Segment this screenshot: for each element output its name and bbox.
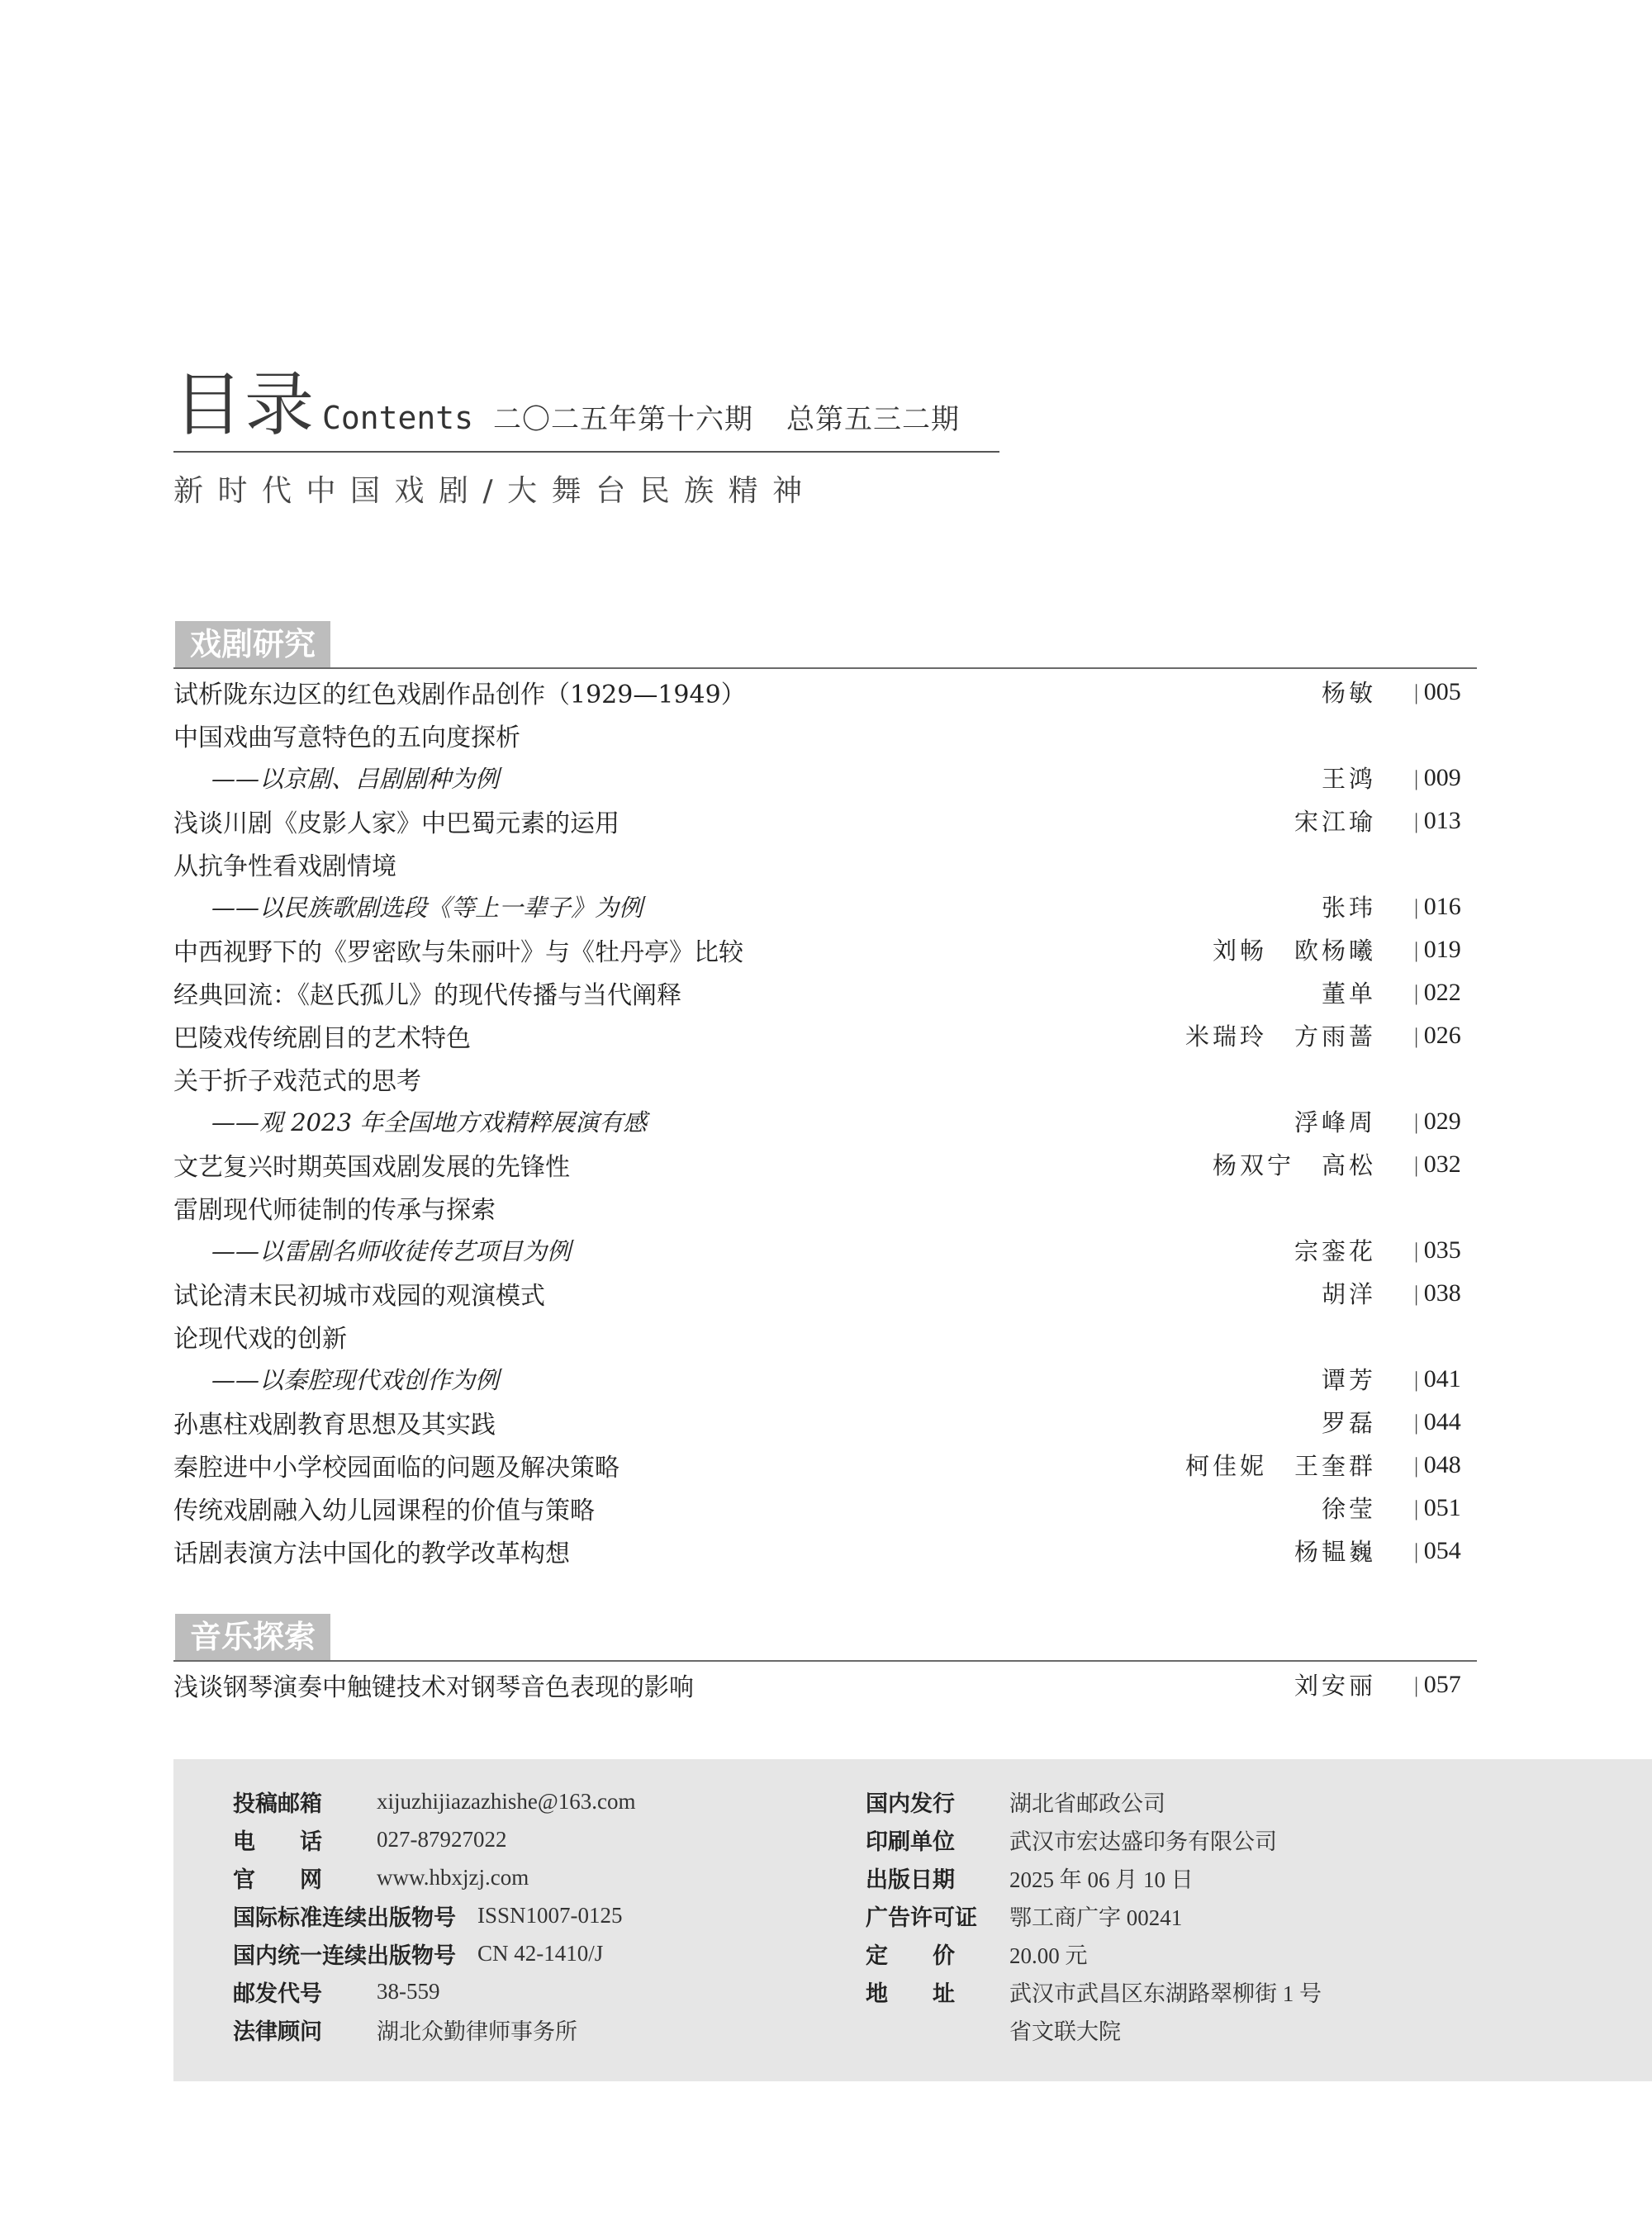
magazine-slogan: 新时代中国戏剧/大舞台民族精神 <box>173 474 817 508</box>
section-divider <box>173 1660 1477 1662</box>
toc-entry[interactable] <box>173 1186 1477 1229</box>
entry-author: 米瑞玲 方雨蔷 <box>1184 1022 1376 1051</box>
entry-title: 中西视野下的《罗密欧与朱丽叶》与《牡丹亭》比较 <box>173 937 743 967</box>
info-row <box>866 2010 1322 2048</box>
entry-page: | 051 <box>1414 1494 1477 1522</box>
toc-entry[interactable] <box>173 971 1477 1014</box>
toc-entry[interactable] <box>173 1057 1477 1100</box>
entry-author: 张玮 <box>1321 894 1376 922</box>
ad-license: 鄂工商广字 00241 <box>1009 1905 1183 1930</box>
toc-entry[interactable] <box>173 1444 1477 1487</box>
toc-entry[interactable] <box>173 1143 1477 1186</box>
entry-page: | 022 <box>1414 979 1477 1007</box>
info-row <box>866 1896 1322 1934</box>
section-label: 音乐探索 <box>175 1614 330 1660</box>
toc-entry-subtitle[interactable] <box>173 1358 1477 1401</box>
info-label: 邮发代号 <box>233 1981 322 2007</box>
entry-subtitle: ——以雷剧名师收徒传艺项目为例 <box>211 1237 572 1265</box>
entry-title: 试析陇东边区的红色戏剧作品创作（1929—1949） <box>173 680 746 709</box>
entry-page: | 032 <box>1414 1150 1477 1179</box>
entry-title: 话剧表演方法中国化的教学改革构想 <box>173 1539 570 1568</box>
entry-title: 中国戏曲写意特色的五向度探析 <box>173 723 520 752</box>
info-row <box>233 2010 636 2048</box>
entry-page: | 048 <box>1414 1451 1477 1479</box>
entry-page: | 019 <box>1414 936 1477 964</box>
toc-entry[interactable] <box>173 799 1477 842</box>
toc-entry[interactable] <box>173 928 1477 971</box>
toc-list <box>173 671 1477 1573</box>
address: 武汉市武昌区东湖路翠柳街 1 号 <box>1009 1981 1322 2006</box>
entry-title: 巴陵戏传统剧目的艺术特色 <box>173 1023 471 1053</box>
toc-header <box>173 364 999 510</box>
entry-author: 杨双宁 高松 <box>1212 1151 1376 1179</box>
entry-author: 宗銮花 <box>1294 1237 1376 1265</box>
entry-page: | 035 <box>1414 1236 1477 1264</box>
info-row <box>233 1782 636 1820</box>
info-label: 官 网 <box>233 1867 322 1893</box>
entry-subtitle: ——以民族歌剧选段《等上一辈子》为例 <box>211 894 643 922</box>
entry-author: 杨敏 <box>1321 679 1376 707</box>
issue-number: 二〇二五年第十六期 <box>493 403 754 436</box>
section-drama-research <box>173 621 1477 1573</box>
info-label: 定 价 <box>866 1943 955 1969</box>
info-row <box>866 1934 1322 1972</box>
publication-info-box <box>173 1759 1652 2081</box>
publication-info-right <box>866 1782 1322 2048</box>
issn-number: ISSN1007-0125 <box>477 1902 623 1928</box>
website-link[interactable]: www.hbxjzj.com <box>377 1864 529 1890</box>
entry-title: 浅谈钢琴演奏中触键技术对钢琴音色表现的影响 <box>173 1672 694 1702</box>
info-label: 法律顾问 <box>233 2019 322 2045</box>
toc-entry[interactable] <box>173 1315 1477 1358</box>
info-row <box>866 1972 1322 2010</box>
entry-page: | 009 <box>1414 764 1477 792</box>
entry-subtitle: ——以京剧、吕剧剧种为例 <box>211 765 500 793</box>
entry-title: 论现代戏的创新 <box>173 1324 347 1354</box>
info-label: 国内发行 <box>866 1791 955 1817</box>
postal-code: 38-559 <box>377 1978 440 2004</box>
entry-page: | 026 <box>1414 1022 1477 1050</box>
phone-number: 027-87927022 <box>377 1826 507 1852</box>
entry-author: 罗磊 <box>1321 1409 1376 1437</box>
info-row <box>866 1858 1322 1896</box>
entry-author: 杨韫巍 <box>1294 1538 1376 1566</box>
entry-page: | 044 <box>1414 1408 1477 1436</box>
info-row <box>233 1934 636 1972</box>
toc-entry-subtitle[interactable] <box>173 885 1477 928</box>
toc-entry-subtitle[interactable] <box>173 1229 1477 1272</box>
info-row <box>233 1820 636 1858</box>
entry-title: 从抗争性看戏剧情境 <box>173 852 396 881</box>
section-label: 戏剧研究 <box>175 621 330 667</box>
entry-title: 秦腔进中小学校园面临的问题及解决策略 <box>173 1453 620 1483</box>
entry-author: 宋江瑜 <box>1294 808 1376 836</box>
cn-number: CN 42-1410/J <box>477 1940 604 1966</box>
entry-title: 关于折子戏范式的思考 <box>173 1066 421 1096</box>
toc-entry[interactable] <box>173 671 1477 714</box>
entry-page: | 013 <box>1414 807 1477 835</box>
entry-title: 传统戏剧融入幼儿园课程的价值与策略 <box>173 1496 595 1525</box>
info-label: 广告许可证 <box>866 1905 977 1931</box>
publication-date: 2025 年 06 月 10 日 <box>1009 1867 1194 1892</box>
total-issue-number: 总第五三二期 <box>786 403 961 436</box>
info-label: 电 话 <box>233 1829 322 1855</box>
entry-page: | 038 <box>1414 1279 1477 1307</box>
info-row <box>233 1972 636 2010</box>
entry-page: | 054 <box>1414 1537 1477 1565</box>
entry-page: | 016 <box>1414 893 1477 921</box>
header-divider <box>173 451 999 453</box>
toc-entry[interactable] <box>173 1272 1477 1315</box>
entry-title: 雷剧现代师徒制的传承与探索 <box>173 1195 496 1225</box>
info-label: 投稿邮箱 <box>233 1791 322 1817</box>
entry-subtitle: ——以秦腔现代戏创作为例 <box>211 1366 500 1394</box>
section-music-exploration <box>173 1614 1477 1706</box>
toc-entry[interactable] <box>173 714 1477 757</box>
legal-advisor: 湖北众勤律师事务所 <box>377 2019 577 2044</box>
toc-entry-subtitle[interactable] <box>173 1100 1477 1143</box>
info-label: 印刷单位 <box>866 1829 955 1855</box>
info-label: 国际标准连续出版物号 <box>233 1905 456 1931</box>
toc-entry-subtitle[interactable] <box>173 757 1477 799</box>
entry-author: 柯佳妮 王奎群 <box>1184 1452 1376 1480</box>
entry-author: 王鸿 <box>1321 765 1376 793</box>
entry-author: 刘畅 欧杨曦 <box>1212 937 1376 965</box>
entry-title: 经典回流：《赵氏孤儿》的现代传播与当代阐释 <box>173 980 681 1010</box>
submission-email[interactable]: xijuzhijiazazhishe@163.com <box>377 1788 636 1814</box>
page-title: 目录 <box>173 364 316 445</box>
toc-entry[interactable] <box>173 1014 1477 1057</box>
entry-subtitle: ——观 2023 年全国地方戏精粹展演有感 <box>211 1108 648 1136</box>
info-label: 出版日期 <box>866 1867 955 1893</box>
entry-title: 文艺复兴时期英国戏剧发展的先锋性 <box>173 1152 570 1182</box>
info-row <box>866 1782 1322 1820</box>
info-label: 国内统一连续出版物号 <box>233 1943 456 1969</box>
entry-author: 谭芳 <box>1321 1366 1376 1394</box>
section-divider <box>173 667 1477 669</box>
toc-entry[interactable] <box>173 1530 1477 1573</box>
address-line-2: 省文联大院 <box>1009 2019 1121 2044</box>
entry-author: 胡洋 <box>1321 1280 1376 1308</box>
info-row <box>233 1858 636 1896</box>
toc-entry[interactable] <box>173 1487 1477 1530</box>
entry-page: | 041 <box>1414 1365 1477 1393</box>
printing-company: 武汉市宏达盛印务有限公司 <box>1009 1829 1277 1854</box>
info-row <box>233 1896 636 1934</box>
toc-list <box>173 1663 1477 1706</box>
entry-page: | 057 <box>1414 1671 1477 1699</box>
entry-author: 董单 <box>1321 980 1376 1008</box>
toc-entry[interactable] <box>173 1663 1477 1706</box>
entry-title: 孙惠柱戏剧教育思想及其实践 <box>173 1410 496 1440</box>
entry-author: 徐莹 <box>1321 1495 1376 1523</box>
toc-entry[interactable] <box>173 842 1477 885</box>
page-title-english: Contents <box>322 400 474 436</box>
entry-author: 刘安丽 <box>1294 1672 1376 1700</box>
entry-title: 浅谈川剧《皮影人家》中巴蜀元素的运用 <box>173 809 620 838</box>
price: 20.00 元 <box>1009 1943 1088 1968</box>
entry-page: | 005 <box>1414 678 1477 706</box>
info-label: 地 址 <box>866 1981 955 2007</box>
entry-page: | 029 <box>1414 1108 1477 1136</box>
publication-info-left <box>233 1782 636 2048</box>
title-row <box>173 364 999 445</box>
toc-entry[interactable] <box>173 1401 1477 1444</box>
entry-title: 试论清末民初城市戏园的观演模式 <box>173 1281 545 1311</box>
info-row <box>866 1820 1322 1858</box>
domestic-distribution: 湖北省邮政公司 <box>1009 1791 1165 1816</box>
entry-author: 浮峰周 <box>1294 1108 1376 1136</box>
